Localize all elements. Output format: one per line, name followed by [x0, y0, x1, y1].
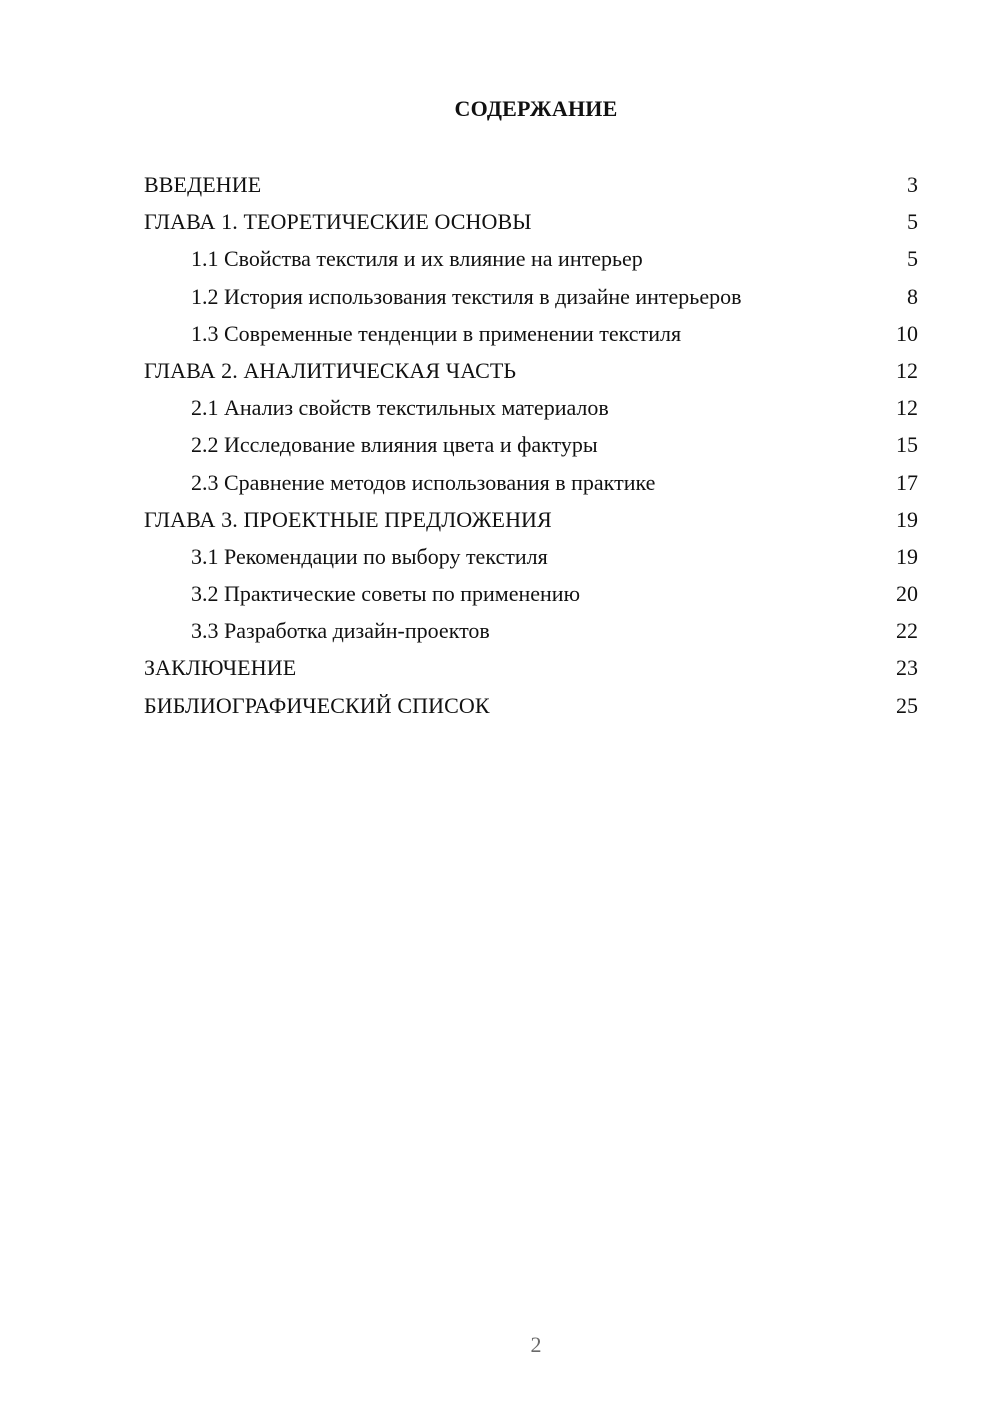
toc-entry-section-1-3[interactable] [144, 317, 920, 354]
toc-entry-text: 3.2 Практические советы по применению [191, 581, 581, 607]
toc-entry-page: 3 [907, 172, 918, 197]
toc-entry-section-3-3[interactable] [144, 614, 920, 651]
toc-entry-text: ВВЕДЕНИЕ [144, 172, 262, 197]
toc-entry-introduction[interactable] [144, 168, 920, 205]
table-of-contents [144, 168, 920, 726]
page-number: 2 [530, 1332, 542, 1357]
page-title: СОДЕРЖАНИЕ [454, 96, 618, 121]
toc-entry-chapter-2[interactable] [144, 354, 920, 391]
toc-entry-text: 1.1 Свойства текстиля и их влияние на интерьер [191, 246, 643, 272]
toc-entry-text: ГЛАВА 2. АНАЛИТИЧЕСКАЯ ЧАСТЬ [144, 357, 517, 383]
toc-entry-text: 2.2 Исследование влияния цвета и фактуры [191, 432, 598, 458]
toc-entry-chapter-1[interactable] [144, 205, 920, 242]
toc-entry-section-3-2[interactable] [144, 577, 920, 614]
toc-entry-bibliography[interactable] [144, 689, 920, 726]
toc-entry-text: 2.3 Сравнение методов использования в практике [191, 469, 656, 495]
toc-entry-page: 20 [896, 581, 918, 607]
toc-entry-section-1-1[interactable] [144, 242, 920, 279]
toc-entry-section-3-1[interactable] [144, 540, 920, 577]
toc-entry-page: 5 [907, 209, 918, 235]
toc-entry-section-2-3[interactable] [144, 466, 920, 503]
toc-entry-conclusion[interactable] [144, 651, 920, 688]
toc-entry-text: 3.1 Рекомендации по выбору текстиля [191, 543, 548, 569]
toc-entry-text: 3.3 Разработка дизайн-проектов [191, 618, 490, 644]
toc-entry-page: 15 [896, 432, 918, 458]
toc-entry-text: БИБЛИОГРАФИЧЕСКИЙ СПИСОК [144, 692, 490, 718]
toc-entry-page: 17 [896, 469, 918, 495]
toc-entry-section-1-2[interactable] [144, 280, 920, 317]
toc-entry-page: 10 [896, 320, 918, 346]
toc-entry-section-2-2[interactable] [144, 428, 920, 465]
toc-entry-page: 5 [907, 246, 918, 272]
toc-entry-page: 12 [896, 357, 918, 383]
toc-entry-page: 25 [896, 692, 918, 718]
toc-entry-text: 1.3 Современные тенденции в применении текстиля [191, 320, 682, 346]
toc-entry-text: ГЛАВА 3. ПРОЕКТНЫЕ ПРЕДЛОЖЕНИЯ [144, 506, 552, 532]
toc-entry-page: 22 [896, 618, 918, 644]
toc-entry-section-2-1[interactable] [144, 391, 920, 428]
toc-entry-chapter-3[interactable] [144, 503, 920, 540]
toc-entry-page: 19 [896, 543, 918, 569]
toc-entry-page: 8 [907, 283, 918, 309]
toc-entry-text: 1.2 История использования текстиля в дизайне интерьеров [191, 283, 742, 309]
toc-entry-text: 2.1 Анализ свойств текстильных материалов [191, 395, 609, 421]
toc-entry-page: 23 [896, 655, 918, 681]
toc-entry-text: ГЛАВА 1. ТЕОРЕТИЧЕСКИЕ ОСНОВЫ [144, 209, 532, 235]
toc-entry-page: 19 [896, 506, 918, 532]
toc-entry-page: 12 [896, 395, 918, 421]
toc-entry-text: ЗАКЛЮЧЕНИЕ [144, 655, 297, 681]
